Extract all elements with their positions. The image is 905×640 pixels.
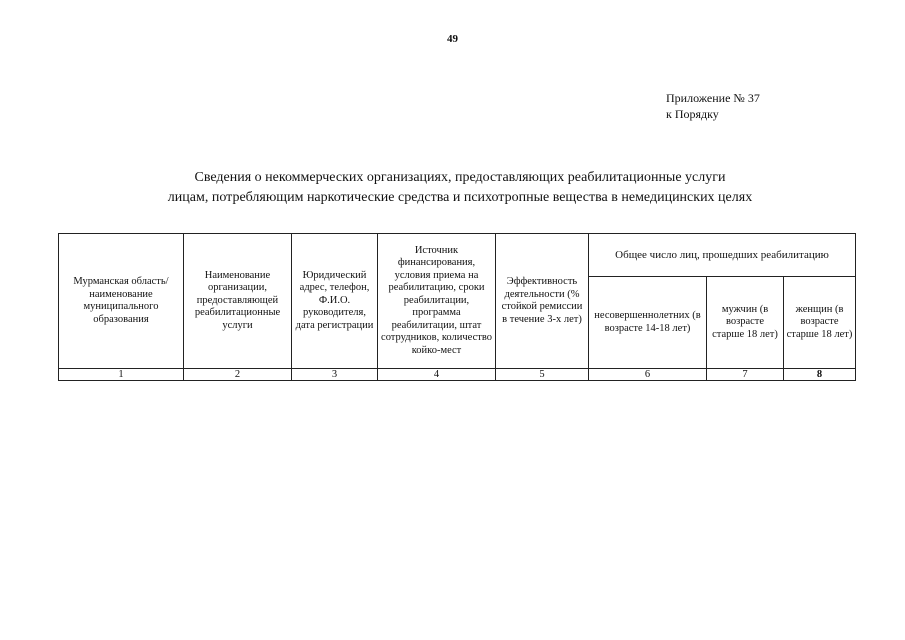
column-number-row (59, 369, 856, 381)
document-title (60, 168, 860, 208)
title-line-1: Сведения о некоммерческих организациях, предоставляющих реабилитационные услуги (194, 170, 726, 185)
header-municipality: Мурманская область/наименование муниципального образования (59, 234, 184, 369)
column-number: 5 (496, 369, 589, 381)
column-number: 4 (378, 369, 496, 381)
header-legal-address: Юридический адрес, телефон, Ф.И.О. руководителя, дата регистрации (292, 234, 378, 369)
info-table (58, 233, 856, 381)
appendix-line-1: Приложение № 37 (666, 91, 760, 105)
appendix-note (666, 90, 760, 122)
header-funding-source: Источник финансирования, условия приема на реабилитацию, сроки реабилитации, программа реабилитации, штат сотрудников, количество койко-мест (378, 234, 496, 369)
column-number: 3 (292, 369, 378, 381)
header-minors: несовершеннолетних (в возрасте 14-18 лет) (589, 277, 707, 369)
column-number: 6 (589, 369, 707, 381)
page-number: 49 (447, 33, 458, 45)
header-total-rehabilitated: Общее число лиц, прошедших реабилитацию (589, 234, 856, 277)
header-women: женщин (в возрасте старше 18 лет) (784, 277, 856, 369)
column-number: 2 (184, 369, 292, 381)
title-line-2: лицам, потребляющим наркотические средства и психотропные вещества в немедицинских целях (167, 190, 753, 205)
header-efficiency: Эффективность деятельности (% стойкой ремиссии в течение 3-х лет) (496, 234, 589, 369)
header-organization: Наименование организации, предоставляющей реабилитационные услуги (184, 234, 292, 369)
column-number: 7 (707, 369, 784, 381)
column-number: 8 (784, 369, 856, 381)
column-number: 1 (59, 369, 184, 381)
appendix-line-2: к Порядку (666, 107, 719, 121)
header-men: мужчин (в возрасте старше 18 лет) (707, 277, 784, 369)
